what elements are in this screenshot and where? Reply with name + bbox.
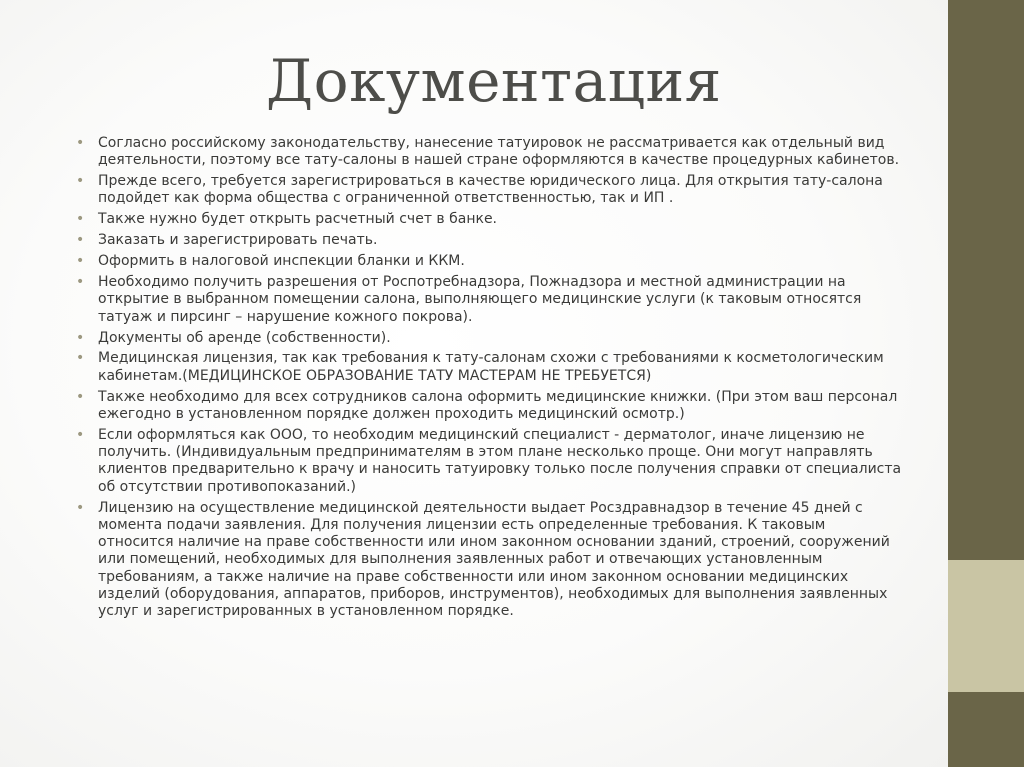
bullet-dot-icon: • [76,173,85,190]
bullet-item [75,253,905,270]
bullet-dot-icon: • [76,211,85,228]
bullet-dot-icon: • [76,350,85,367]
bullet-list [75,135,905,621]
bullet-dot-icon: • [76,135,85,151]
bullet-dot-icon: • [76,329,85,346]
bullet-dot-icon: • [76,253,85,270]
bullet-item [75,389,905,424]
bullet-text: Если оформляться как ООО, то необходим медицинский специалист - дерматолог, иначе лицензию не получить. (Индивидуальным предпринимателям в этом плане несколько проще. Они могут направлять клиентов предварительно к врачу и наносить татуировку только после получения справки от специалиста об отсутствии противопоказаний.) [98,426,902,495]
slide-title: Документация [266,47,722,115]
bullet-dot-icon: • [76,388,85,405]
bullet-text: Медицинская лицензия, так как требования к тату-салонам схожи с требованиями к косметологическим кабинетам.(МЕДИЦИНСКОЕ ОБРАЗОВАНИЕ ТАТУ МАСТЕРАМ НЕ ТРЕБУЕТСЯ) [98,350,884,384]
bullet-item [75,330,905,347]
bullet-item [75,350,905,385]
bullet-item [75,173,905,208]
bullet-dot-icon: • [76,499,85,516]
bullet-item [75,500,905,621]
bullet-text: Согласно российскому законодательству, нанесение татуировок не рассматривается как отдельный вид деятельности, поэтому все тату-салоны в нашей стране оформляются в качестве процедурных кабинетов. [98,135,900,169]
bullet-text: Прежде всего, требуется зарегистрироваться в качестве юридического лица. Для открытия тату-салона подойдет как форма общества с ограниченной ответственностью, так и ИП . [98,173,883,207]
bullet-dot-icon: • [76,274,85,291]
bullet-item [75,135,905,170]
slide-content [75,135,905,624]
bullet-text: Необходимо получить разрешения от Роспотребнадзора, Пожнадзора и местной администрации на открытие в выбранном помещении салона, выполняющего медицинские услуги (к таковым относятся татуаж и пирсинг – нарушение кожного покрова). [98,274,862,325]
bullet-item [75,211,905,228]
bullet-item [75,232,905,249]
bullet-text: Заказать и зарегистрировать печать. [98,232,378,249]
bullet-dot-icon: • [76,426,85,443]
decorative-sidebar-accent [948,560,1024,692]
bullet-text: Лицензию на осуществление медицинской деятельности выдает Росздравнадзор в течение 45 дней с момента подачи заявления. Для получения лицензии есть определенные требования. К таковым относится наличие на праве собственности или ином законном основании зданий, строений, сооружений или помещений, необходимых для выполнения заявленных работ и отвечающих установленным требованиям, а также наличие на праве собственности или ином законном основании медицинских изделий (оборудования, аппаратов, приборов, инструментов), необходимых для выполнения заявленных услуг и зарегистрированных в установленном порядке. [98,499,890,620]
bullet-text: Документы об аренде (собственности). [98,329,391,346]
bullet-item [75,274,905,326]
bullet-text: Оформить в налоговой инспекции бланки и ККМ. [98,253,465,270]
bullet-text: Также нужно будет открыть расчетный счет в банке. [98,211,498,228]
bullet-item [75,427,905,496]
bullet-dot-icon: • [76,232,85,249]
bullet-text: Также необходимо для всех сотрудников салона оформить медицинские книжки. (При этом ваш персонал ежегодно в установленном порядке должен проходить медицинский осмотр.) [98,388,898,422]
